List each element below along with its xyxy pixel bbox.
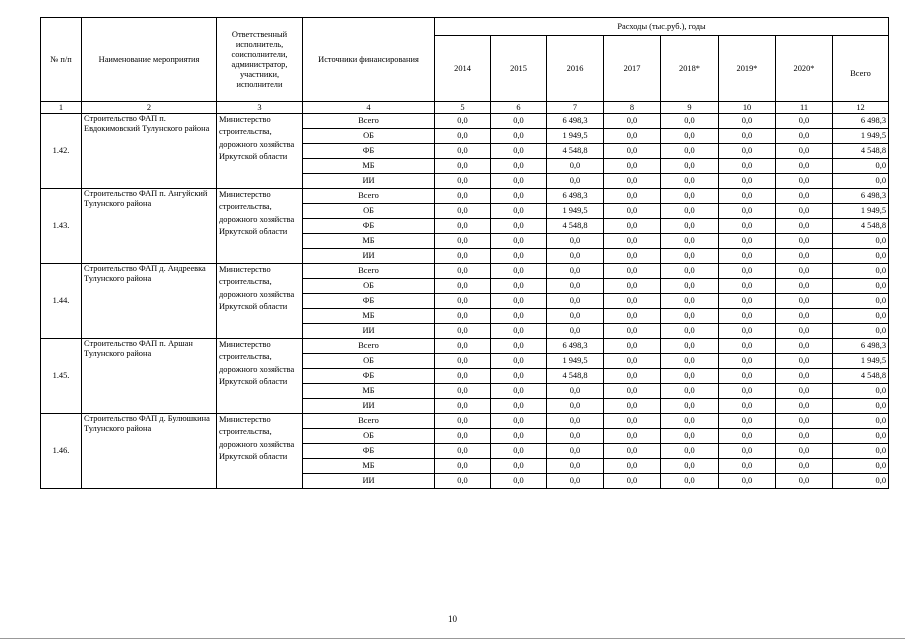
budget-table bbox=[40, 17, 889, 489]
year-value: 0,0 bbox=[435, 399, 491, 414]
bottom-rule bbox=[0, 638, 905, 639]
funding-source: МБ bbox=[303, 459, 435, 474]
table-row bbox=[41, 189, 889, 204]
year-value: 0,0 bbox=[661, 384, 719, 399]
measure-executor: Министерство строительства, дорожного хозяйства Иркутской области bbox=[217, 189, 303, 264]
funding-source: ОБ bbox=[303, 429, 435, 444]
year-value: 0,0 bbox=[661, 354, 719, 369]
header-year: 2017 bbox=[604, 36, 661, 102]
year-value: 0,0 bbox=[491, 189, 547, 204]
year-value: 0,0 bbox=[661, 174, 719, 189]
year-value: 0,0 bbox=[491, 339, 547, 354]
year-value: 0,0 bbox=[719, 249, 776, 264]
year-value: 0,0 bbox=[547, 414, 604, 429]
year-value: 0,0 bbox=[661, 189, 719, 204]
year-value: 0,0 bbox=[491, 264, 547, 279]
year-value: 0,0 bbox=[719, 429, 776, 444]
funding-source: ФБ bbox=[303, 369, 435, 384]
row-total: 0,0 bbox=[833, 459, 889, 474]
row-total: 0,0 bbox=[833, 429, 889, 444]
year-value: 0,0 bbox=[661, 474, 719, 489]
year-value: 1 949,5 bbox=[547, 204, 604, 219]
row-total: 6 498,3 bbox=[833, 114, 889, 129]
year-value: 0,0 bbox=[719, 234, 776, 249]
year-value: 0,0 bbox=[547, 234, 604, 249]
row-total: 0,0 bbox=[833, 159, 889, 174]
year-value: 0,0 bbox=[719, 459, 776, 474]
measure-name: Строительство ФАП п. Аршан Тулунского района bbox=[82, 339, 217, 414]
year-value: 0,0 bbox=[776, 264, 833, 279]
year-value: 0,0 bbox=[661, 114, 719, 129]
year-value: 0,0 bbox=[547, 324, 604, 339]
year-value: 0,0 bbox=[719, 474, 776, 489]
funding-source: Всего bbox=[303, 414, 435, 429]
funding-source: ОБ bbox=[303, 354, 435, 369]
year-value: 0,0 bbox=[547, 459, 604, 474]
year-value: 0,0 bbox=[491, 294, 547, 309]
year-value: 0,0 bbox=[661, 429, 719, 444]
row-total: 4 548,8 bbox=[833, 144, 889, 159]
funding-source: МБ bbox=[303, 309, 435, 324]
year-value: 0,0 bbox=[776, 399, 833, 414]
year-value: 0,0 bbox=[604, 279, 661, 294]
year-value: 0,0 bbox=[661, 339, 719, 354]
year-value: 0,0 bbox=[435, 294, 491, 309]
year-value: 0,0 bbox=[435, 354, 491, 369]
year-value: 0,0 bbox=[491, 354, 547, 369]
year-value: 0,0 bbox=[491, 144, 547, 159]
year-value: 0,0 bbox=[661, 159, 719, 174]
year-value: 0,0 bbox=[719, 384, 776, 399]
year-value: 0,0 bbox=[491, 369, 547, 384]
year-value: 0,0 bbox=[776, 429, 833, 444]
measure-name: Строительство ФАП д. Андреевка Тулунского района bbox=[82, 264, 217, 339]
year-value: 0,0 bbox=[491, 174, 547, 189]
column-number: 7 bbox=[547, 102, 604, 114]
row-total: 0,0 bbox=[833, 474, 889, 489]
year-value: 0,0 bbox=[776, 414, 833, 429]
measure-number: 1.43. bbox=[41, 189, 82, 264]
year-value: 0,0 bbox=[604, 159, 661, 174]
column-number: 2 bbox=[82, 102, 217, 114]
year-value: 6 498,3 bbox=[547, 339, 604, 354]
year-value: 0,0 bbox=[491, 234, 547, 249]
year-value: 0,0 bbox=[661, 219, 719, 234]
row-total: 0,0 bbox=[833, 399, 889, 414]
row-total: 0,0 bbox=[833, 249, 889, 264]
year-value: 0,0 bbox=[719, 219, 776, 234]
funding-source: ФБ bbox=[303, 444, 435, 459]
year-value: 0,0 bbox=[719, 324, 776, 339]
year-value: 0,0 bbox=[776, 234, 833, 249]
year-value: 0,0 bbox=[776, 384, 833, 399]
funding-source: МБ bbox=[303, 159, 435, 174]
year-value: 0,0 bbox=[604, 129, 661, 144]
year-value: 0,0 bbox=[776, 309, 833, 324]
year-value: 0,0 bbox=[719, 189, 776, 204]
year-value: 0,0 bbox=[661, 234, 719, 249]
year-value: 0,0 bbox=[547, 444, 604, 459]
measure-name: Строительство ФАП д. Булюшкина Тулунского района bbox=[82, 414, 217, 489]
year-value: 0,0 bbox=[435, 144, 491, 159]
year-value: 0,0 bbox=[435, 129, 491, 144]
year-value: 1 949,5 bbox=[547, 129, 604, 144]
year-value: 0,0 bbox=[435, 309, 491, 324]
header-year: 2015 bbox=[491, 36, 547, 102]
year-value: 0,0 bbox=[661, 309, 719, 324]
year-value: 0,0 bbox=[491, 444, 547, 459]
measure-executor: Министерство строительства, дорожного хозяйства Иркутской области bbox=[217, 339, 303, 414]
year-value: 0,0 bbox=[719, 159, 776, 174]
year-value: 0,0 bbox=[776, 219, 833, 234]
funding-source: ИИ bbox=[303, 174, 435, 189]
year-value: 0,0 bbox=[491, 309, 547, 324]
measure-number: 1.46. bbox=[41, 414, 82, 489]
funding-source: Всего bbox=[303, 114, 435, 129]
year-value: 0,0 bbox=[491, 249, 547, 264]
year-value: 0,0 bbox=[547, 399, 604, 414]
year-value: 0,0 bbox=[547, 429, 604, 444]
funding-source: ОБ bbox=[303, 204, 435, 219]
row-total: 0,0 bbox=[833, 294, 889, 309]
row-total: 1 949,5 bbox=[833, 129, 889, 144]
year-value: 0,0 bbox=[661, 279, 719, 294]
year-value: 0,0 bbox=[491, 129, 547, 144]
measure-number: 1.45. bbox=[41, 339, 82, 414]
year-value: 0,0 bbox=[776, 174, 833, 189]
year-value: 6 498,3 bbox=[547, 189, 604, 204]
table-row bbox=[41, 264, 889, 279]
year-value: 0,0 bbox=[661, 264, 719, 279]
year-value: 0,0 bbox=[776, 354, 833, 369]
year-value: 0,0 bbox=[491, 429, 547, 444]
year-value: 0,0 bbox=[719, 294, 776, 309]
column-number: 10 bbox=[719, 102, 776, 114]
year-value: 0,0 bbox=[776, 144, 833, 159]
funding-source: Всего bbox=[303, 339, 435, 354]
header-year: 2016 bbox=[547, 36, 604, 102]
year-value: 0,0 bbox=[661, 249, 719, 264]
year-value: 0,0 bbox=[776, 369, 833, 384]
measure-executor: Министерство строительства, дорожного хозяйства Иркутской области bbox=[217, 414, 303, 489]
year-value: 0,0 bbox=[435, 384, 491, 399]
funding-source: ОБ bbox=[303, 279, 435, 294]
column-number: 8 bbox=[604, 102, 661, 114]
year-value: 0,0 bbox=[719, 414, 776, 429]
funding-source: ИИ bbox=[303, 474, 435, 489]
year-value: 0,0 bbox=[719, 444, 776, 459]
year-value: 0,0 bbox=[547, 294, 604, 309]
measure-name: Строительство ФАП п. Евдокимовский Тулунского района bbox=[82, 114, 217, 189]
funding-source: ИИ bbox=[303, 324, 435, 339]
measure-number: 1.42. bbox=[41, 114, 82, 189]
year-value: 0,0 bbox=[719, 354, 776, 369]
row-total: 1 949,5 bbox=[833, 204, 889, 219]
year-value: 0,0 bbox=[719, 399, 776, 414]
year-value: 6 498,3 bbox=[547, 114, 604, 129]
year-value: 0,0 bbox=[604, 354, 661, 369]
year-value: 0,0 bbox=[661, 204, 719, 219]
year-value: 0,0 bbox=[435, 474, 491, 489]
year-value: 0,0 bbox=[435, 414, 491, 429]
year-value: 0,0 bbox=[604, 414, 661, 429]
row-total: 4 548,8 bbox=[833, 369, 889, 384]
year-value: 0,0 bbox=[604, 144, 661, 159]
year-value: 0,0 bbox=[719, 339, 776, 354]
funding-source: ОБ bbox=[303, 129, 435, 144]
year-value: 0,0 bbox=[547, 309, 604, 324]
year-value: 0,0 bbox=[661, 324, 719, 339]
header-expenses: Расходы (тыс.руб.), годы bbox=[435, 18, 889, 36]
row-total: 0,0 bbox=[833, 264, 889, 279]
year-value: 0,0 bbox=[776, 324, 833, 339]
row-total: 4 548,8 bbox=[833, 219, 889, 234]
year-value: 0,0 bbox=[435, 264, 491, 279]
year-value: 0,0 bbox=[435, 324, 491, 339]
year-value: 0,0 bbox=[604, 189, 661, 204]
year-value: 0,0 bbox=[776, 129, 833, 144]
year-value: 0,0 bbox=[604, 264, 661, 279]
year-value: 0,0 bbox=[491, 279, 547, 294]
year-value: 0,0 bbox=[547, 174, 604, 189]
year-value: 0,0 bbox=[604, 294, 661, 309]
year-value: 0,0 bbox=[604, 114, 661, 129]
year-value: 0,0 bbox=[491, 219, 547, 234]
year-value: 0,0 bbox=[604, 204, 661, 219]
column-number: 12 bbox=[833, 102, 889, 114]
year-value: 0,0 bbox=[491, 474, 547, 489]
year-value: 0,0 bbox=[776, 294, 833, 309]
year-value: 0,0 bbox=[491, 414, 547, 429]
table-row bbox=[41, 414, 889, 429]
year-value: 0,0 bbox=[435, 339, 491, 354]
year-value: 0,0 bbox=[604, 234, 661, 249]
column-numbers-row bbox=[41, 102, 889, 114]
year-value: 0,0 bbox=[661, 294, 719, 309]
year-value: 0,0 bbox=[604, 174, 661, 189]
year-value: 0,0 bbox=[435, 444, 491, 459]
year-value: 0,0 bbox=[435, 279, 491, 294]
header-num: № п/п bbox=[41, 18, 82, 102]
header-executor: Ответственный исполнитель, соисполнители, администратор, участники, исполнители bbox=[217, 18, 303, 102]
year-value: 0,0 bbox=[776, 474, 833, 489]
row-total: 0,0 bbox=[833, 384, 889, 399]
year-value: 0,0 bbox=[719, 279, 776, 294]
measure-executor: Министерство строительства, дорожного хозяйства Иркутской области bbox=[217, 114, 303, 189]
year-value: 0,0 bbox=[776, 339, 833, 354]
column-number: 5 bbox=[435, 102, 491, 114]
year-value: 0,0 bbox=[435, 369, 491, 384]
header-total: Всего bbox=[833, 36, 889, 102]
year-value: 0,0 bbox=[435, 459, 491, 474]
year-value: 0,0 bbox=[719, 144, 776, 159]
year-value: 4 548,8 bbox=[547, 219, 604, 234]
year-value: 0,0 bbox=[661, 459, 719, 474]
year-value: 0,0 bbox=[604, 339, 661, 354]
year-value: 0,0 bbox=[491, 324, 547, 339]
year-value: 0,0 bbox=[547, 264, 604, 279]
header-year: 2018* bbox=[661, 36, 719, 102]
measure-executor: Министерство строительства, дорожного хозяйства Иркутской области bbox=[217, 264, 303, 339]
year-value: 0,0 bbox=[547, 384, 604, 399]
row-total: 6 498,3 bbox=[833, 339, 889, 354]
year-value: 0,0 bbox=[776, 204, 833, 219]
row-total: 0,0 bbox=[833, 174, 889, 189]
year-value: 0,0 bbox=[719, 174, 776, 189]
year-value: 0,0 bbox=[661, 369, 719, 384]
year-value: 0,0 bbox=[604, 459, 661, 474]
row-total: 0,0 bbox=[833, 279, 889, 294]
year-value: 0,0 bbox=[776, 444, 833, 459]
year-value: 0,0 bbox=[604, 384, 661, 399]
header-year: 2019* bbox=[719, 36, 776, 102]
year-value: 0,0 bbox=[719, 129, 776, 144]
row-total: 0,0 bbox=[833, 324, 889, 339]
year-value: 0,0 bbox=[719, 114, 776, 129]
year-value: 0,0 bbox=[435, 219, 491, 234]
year-value: 0,0 bbox=[719, 369, 776, 384]
year-value: 4 548,8 bbox=[547, 369, 604, 384]
year-value: 0,0 bbox=[661, 129, 719, 144]
column-number: 1 bbox=[41, 102, 82, 114]
column-number: 9 bbox=[661, 102, 719, 114]
page-number: 10 bbox=[448, 614, 457, 624]
year-value: 0,0 bbox=[604, 309, 661, 324]
year-value: 0,0 bbox=[661, 414, 719, 429]
year-value: 0,0 bbox=[547, 474, 604, 489]
year-value: 0,0 bbox=[719, 309, 776, 324]
row-total: 0,0 bbox=[833, 444, 889, 459]
year-value: 0,0 bbox=[547, 249, 604, 264]
year-value: 0,0 bbox=[719, 204, 776, 219]
year-value: 4 548,8 bbox=[547, 144, 604, 159]
year-value: 0,0 bbox=[719, 264, 776, 279]
funding-source: ФБ bbox=[303, 294, 435, 309]
year-value: 0,0 bbox=[435, 189, 491, 204]
year-value: 0,0 bbox=[661, 444, 719, 459]
column-number: 6 bbox=[491, 102, 547, 114]
table-row bbox=[41, 339, 889, 354]
year-value: 0,0 bbox=[435, 429, 491, 444]
year-value: 0,0 bbox=[491, 114, 547, 129]
funding-source: ФБ bbox=[303, 219, 435, 234]
row-total: 0,0 bbox=[833, 414, 889, 429]
funding-source: ИИ bbox=[303, 249, 435, 264]
year-value: 0,0 bbox=[604, 444, 661, 459]
funding-source: ИИ bbox=[303, 399, 435, 414]
year-value: 0,0 bbox=[491, 159, 547, 174]
year-value: 0,0 bbox=[491, 459, 547, 474]
year-value: 0,0 bbox=[435, 174, 491, 189]
column-number: 11 bbox=[776, 102, 833, 114]
year-value: 0,0 bbox=[435, 249, 491, 264]
year-value: 0,0 bbox=[491, 399, 547, 414]
measure-name: Строительство ФАП п. Ангуйский Тулунского района bbox=[82, 189, 217, 264]
year-value: 0,0 bbox=[604, 399, 661, 414]
funding-source: МБ bbox=[303, 384, 435, 399]
row-total: 1 949,5 bbox=[833, 354, 889, 369]
header-name: Наименование мероприятия bbox=[82, 18, 217, 102]
year-value: 0,0 bbox=[491, 204, 547, 219]
year-value: 0,0 bbox=[776, 249, 833, 264]
year-value: 0,0 bbox=[604, 369, 661, 384]
table-row bbox=[41, 114, 889, 129]
year-value: 0,0 bbox=[776, 114, 833, 129]
year-value: 0,0 bbox=[547, 279, 604, 294]
year-value: 0,0 bbox=[776, 459, 833, 474]
year-value: 0,0 bbox=[661, 399, 719, 414]
year-value: 0,0 bbox=[776, 189, 833, 204]
year-value: 0,0 bbox=[435, 204, 491, 219]
measure-number: 1.44. bbox=[41, 264, 82, 339]
funding-source: Всего bbox=[303, 264, 435, 279]
funding-source: МБ bbox=[303, 234, 435, 249]
year-value: 1 949,5 bbox=[547, 354, 604, 369]
year-value: 0,0 bbox=[776, 279, 833, 294]
year-value: 0,0 bbox=[604, 249, 661, 264]
year-value: 0,0 bbox=[491, 384, 547, 399]
year-value: 0,0 bbox=[604, 429, 661, 444]
year-value: 0,0 bbox=[435, 114, 491, 129]
column-number: 4 bbox=[303, 102, 435, 114]
year-value: 0,0 bbox=[604, 474, 661, 489]
header-year: 2014 bbox=[435, 36, 491, 102]
year-value: 0,0 bbox=[776, 159, 833, 174]
column-number: 3 bbox=[217, 102, 303, 114]
year-value: 0,0 bbox=[435, 234, 491, 249]
funding-source: Всего bbox=[303, 189, 435, 204]
row-total: 0,0 bbox=[833, 309, 889, 324]
funding-source: ФБ bbox=[303, 144, 435, 159]
header-sources: Источники финансирования bbox=[303, 18, 435, 102]
year-value: 0,0 bbox=[661, 144, 719, 159]
year-value: 0,0 bbox=[604, 219, 661, 234]
row-total: 6 498,3 bbox=[833, 189, 889, 204]
year-value: 0,0 bbox=[547, 159, 604, 174]
year-value: 0,0 bbox=[435, 159, 491, 174]
row-total: 0,0 bbox=[833, 234, 889, 249]
header-year: 2020* bbox=[776, 36, 833, 102]
year-value: 0,0 bbox=[604, 324, 661, 339]
